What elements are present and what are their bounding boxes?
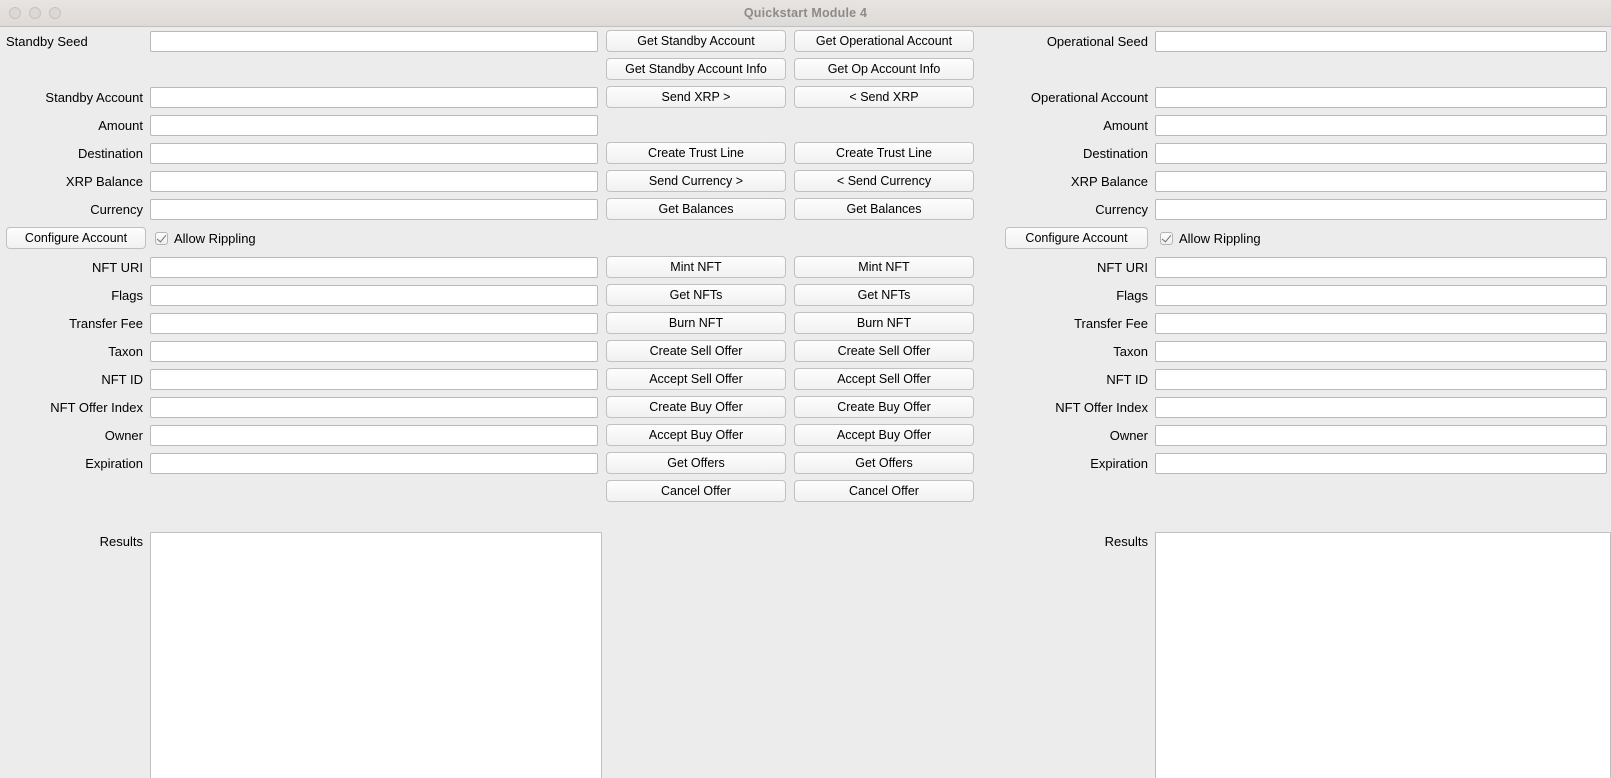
get-op-account-info-wrap xyxy=(790,58,978,80)
standby-create-trust-line-button[interactable]: Create Trust Line xyxy=(606,142,786,164)
operational-allow-rippling-checkbox[interactable] xyxy=(1160,231,1611,246)
row-configure-account xyxy=(0,223,1611,253)
standby-account-input[interactable] xyxy=(150,87,598,108)
send-currency-to-operational-button[interactable]: Send Currency > xyxy=(606,170,786,192)
standby-configure-account-wrap xyxy=(0,227,150,249)
row-seed xyxy=(0,27,1611,55)
standby-xrp-balance-input[interactable] xyxy=(150,171,598,192)
standby-results-textarea[interactable] xyxy=(150,532,602,778)
standby-destination-field-wrap xyxy=(150,143,602,164)
row-xrp-balance xyxy=(0,167,1611,195)
standby-expiration-label: Expiration xyxy=(85,455,143,471)
standby-amount-label: Amount xyxy=(98,117,143,133)
standby-taxon-input[interactable] xyxy=(150,341,598,362)
operational-seed-field-wrap xyxy=(1155,31,1611,52)
operational-nft-uri-input[interactable] xyxy=(1155,257,1607,278)
operational-nft-offer-index-label: NFT Offer Index xyxy=(1055,399,1148,415)
operational-cancel-offer-wrap xyxy=(790,480,978,502)
standby-owner-input[interactable] xyxy=(150,425,598,446)
standby-configure-account-button[interactable]: Configure Account xyxy=(6,227,146,249)
operational-allow-rippling-label: Allow Rippling xyxy=(1179,230,1261,246)
standby-nft-id-input[interactable] xyxy=(150,369,598,390)
standby-get-balances-wrap xyxy=(602,198,790,220)
standby-flags-label: Flags xyxy=(111,287,143,303)
operational-expiration-label: Expiration xyxy=(1090,455,1148,471)
row-nft-id xyxy=(0,365,1611,393)
standby-create-trust-line-wrap xyxy=(602,142,790,164)
standby-nft-id-label: NFT ID xyxy=(101,371,143,387)
standby-nft-id-field-wrap xyxy=(150,369,602,390)
operational-nft-id-label: NFT ID xyxy=(1106,371,1148,387)
operational-configure-account-button[interactable]: Configure Account xyxy=(1005,227,1148,249)
operational-create-sell-offer-button[interactable]: Create Sell Offer xyxy=(794,340,974,362)
operational-get-balances-wrap xyxy=(790,198,978,220)
operational-nft-uri-label: NFT URI xyxy=(1096,259,1148,275)
standby-nft-offer-index-field-wrap xyxy=(150,397,602,418)
operational-get-nfts-wrap xyxy=(790,284,978,306)
operational-transfer-fee-field-wrap xyxy=(1155,313,1611,334)
send-xrp-to-operational-button[interactable]: Send XRP > xyxy=(606,86,786,108)
operational-account-input[interactable] xyxy=(1155,87,1607,108)
operational-mint-nft-wrap xyxy=(790,256,978,278)
operational-accept-sell-offer-wrap xyxy=(790,368,978,390)
row-nft-uri xyxy=(0,253,1611,281)
operational-transfer-fee-input[interactable] xyxy=(1155,313,1607,334)
operational-create-trust-line-button[interactable]: Create Trust Line xyxy=(794,142,974,164)
row-amount xyxy=(0,111,1611,139)
standby-transfer-fee-label: Transfer Fee xyxy=(69,315,143,331)
standby-currency-label: Currency xyxy=(90,201,143,217)
operational-burn-nft-wrap xyxy=(790,312,978,334)
checkmark-icon[interactable] xyxy=(155,232,168,245)
operational-create-sell-offer-wrap xyxy=(790,340,978,362)
standby-burn-nft-wrap xyxy=(602,312,790,334)
operational-create-buy-offer-button[interactable]: Create Buy Offer xyxy=(794,396,974,418)
standby-create-buy-offer-button[interactable]: Create Buy Offer xyxy=(606,396,786,418)
get-standby-account-info-wrap xyxy=(602,58,790,80)
standby-accept-sell-offer-wrap xyxy=(602,368,790,390)
row-flags xyxy=(0,281,1611,309)
standby-create-buy-offer-wrap xyxy=(602,396,790,418)
standby-owner-label: Owner xyxy=(104,427,143,443)
standby-flags-input[interactable] xyxy=(150,285,598,306)
standby-amount-input[interactable] xyxy=(150,115,598,136)
operational-results-label: Results xyxy=(1104,534,1148,549)
row-transfer-fee xyxy=(0,309,1611,337)
row-destination xyxy=(0,139,1611,167)
row-cancel-offer xyxy=(0,477,1611,505)
operational-seed-input[interactable] xyxy=(1155,31,1607,52)
app-body xyxy=(0,27,1611,778)
standby-create-sell-offer-button[interactable]: Create Sell Offer xyxy=(606,340,786,362)
standby-accept-buy-offer-button[interactable]: Accept Buy Offer xyxy=(606,424,786,446)
send-xrp-to-standby-button[interactable]: < Send XRP xyxy=(794,86,974,108)
row-results xyxy=(0,532,1611,778)
operational-currency-input[interactable] xyxy=(1155,199,1607,220)
operational-accept-buy-offer-button[interactable]: Accept Buy Offer xyxy=(794,424,974,446)
standby-transfer-fee-field-wrap xyxy=(150,313,602,334)
send-xrp-right-wrap xyxy=(602,86,790,108)
standby-nft-uri-input[interactable] xyxy=(150,257,598,278)
operational-owner-field-wrap xyxy=(1155,425,1611,446)
operational-currency-field-wrap xyxy=(1155,199,1611,220)
operational-destination-field-wrap xyxy=(1155,143,1611,164)
standby-amount-field-wrap xyxy=(150,115,602,136)
send-currency-right-wrap xyxy=(602,170,790,192)
operational-results-textarea[interactable] xyxy=(1155,532,1611,778)
operational-configure-account-wrap xyxy=(1005,227,1155,249)
standby-get-offers-button[interactable]: Get Offers xyxy=(606,452,786,474)
operational-flags-label: Flags xyxy=(1116,287,1148,303)
operational-taxon-label: Taxon xyxy=(1113,343,1148,359)
standby-currency-field-wrap xyxy=(150,199,602,220)
standby-taxon-field-wrap xyxy=(150,341,602,362)
operational-owner-label: Owner xyxy=(1109,427,1148,443)
row-expiration xyxy=(0,449,1611,477)
operational-get-balances-button[interactable]: Get Balances xyxy=(794,198,974,220)
standby-get-balances-button[interactable]: Get Balances xyxy=(606,198,786,220)
standby-seed-field-wrap xyxy=(150,31,602,52)
operational-transfer-fee-label: Transfer Fee xyxy=(1074,315,1148,331)
standby-nft-uri-field-wrap xyxy=(150,257,602,278)
operational-amount-field-wrap xyxy=(1155,115,1611,136)
get-standby-account-wrap xyxy=(602,30,790,52)
operational-xrp-balance-label: XRP Balance xyxy=(1070,173,1148,189)
get-standby-account-button[interactable]: Get Standby Account xyxy=(606,30,786,52)
operational-amount-label: Amount xyxy=(1103,117,1148,133)
send-xrp-left-wrap xyxy=(790,86,978,108)
operational-expiration-field-wrap xyxy=(1155,453,1611,474)
standby-transfer-fee-input[interactable] xyxy=(150,313,598,334)
standby-account-label: Standby Account xyxy=(45,89,143,105)
standby-destination-label: Destination xyxy=(77,145,143,161)
operational-flags-field-wrap xyxy=(1155,285,1611,306)
operational-accept-buy-offer-wrap xyxy=(790,424,978,446)
operational-seed-label: Operational Seed xyxy=(1046,33,1148,49)
standby-allow-rippling-wrap xyxy=(150,231,602,246)
standby-nft-uri-label: NFT URI xyxy=(91,259,143,275)
operational-nft-id-input[interactable] xyxy=(1155,369,1607,390)
checkmark-icon[interactable] xyxy=(1160,232,1173,245)
standby-get-nfts-wrap xyxy=(602,284,790,306)
operational-xrp-balance-input[interactable] xyxy=(1155,171,1607,192)
standby-flags-field-wrap xyxy=(150,285,602,306)
standby-owner-field-wrap xyxy=(150,425,602,446)
operational-taxon-input[interactable] xyxy=(1155,341,1607,362)
operational-currency-label: Currency xyxy=(1095,201,1148,217)
operational-cancel-offer-button[interactable]: Cancel Offer xyxy=(794,480,974,502)
operational-flags-input[interactable] xyxy=(1155,285,1607,306)
row-owner xyxy=(0,421,1611,449)
get-operational-account-wrap xyxy=(790,30,978,52)
operational-xrp-balance-field-wrap xyxy=(1155,171,1611,192)
operational-create-buy-offer-wrap xyxy=(790,396,978,418)
operational-taxon-field-wrap xyxy=(1155,341,1611,362)
standby-get-offers-wrap xyxy=(602,452,790,474)
operational-allow-rippling-wrap xyxy=(1155,231,1611,246)
operational-account-label: Operational Account xyxy=(1030,89,1148,105)
operational-create-trust-line-wrap xyxy=(790,142,978,164)
operational-destination-label: Destination xyxy=(1082,145,1148,161)
standby-create-sell-offer-wrap xyxy=(602,340,790,362)
row-account-info xyxy=(0,55,1611,83)
standby-seed-label: Standby Seed xyxy=(6,33,88,49)
standby-destination-input[interactable] xyxy=(150,143,598,164)
standby-get-nfts-button[interactable]: Get NFTs xyxy=(606,284,786,306)
operational-nft-offer-index-input[interactable] xyxy=(1155,397,1607,418)
operational-burn-nft-button[interactable]: Burn NFT xyxy=(794,312,974,334)
standby-cancel-offer-button[interactable]: Cancel Offer xyxy=(606,480,786,502)
operational-nft-uri-field-wrap xyxy=(1155,257,1611,278)
standby-account-field-wrap xyxy=(150,87,602,108)
window-titlebar xyxy=(0,0,1611,27)
standby-mint-nft-button[interactable]: Mint NFT xyxy=(606,256,786,278)
get-operational-account-button[interactable]: Get Operational Account xyxy=(794,30,974,52)
standby-allow-rippling-checkbox[interactable] xyxy=(155,231,602,246)
standby-burn-nft-button[interactable]: Burn NFT xyxy=(606,312,786,334)
standby-results-label: Results xyxy=(99,534,143,549)
get-standby-account-info-button[interactable]: Get Standby Account Info xyxy=(606,58,786,80)
standby-xrp-balance-field-wrap xyxy=(150,171,602,192)
standby-allow-rippling-label: Allow Rippling xyxy=(174,230,256,246)
operational-account-field-wrap xyxy=(1155,87,1611,108)
operational-expiration-input[interactable] xyxy=(1155,453,1607,474)
send-currency-to-standby-button[interactable]: < Send Currency xyxy=(794,170,974,192)
operational-owner-input[interactable] xyxy=(1155,425,1607,446)
operational-get-nfts-button[interactable]: Get NFTs xyxy=(794,284,974,306)
standby-expiration-field-wrap xyxy=(150,453,602,474)
standby-cancel-offer-wrap xyxy=(602,480,790,502)
operational-nft-offer-index-field-wrap xyxy=(1155,397,1611,418)
operational-mint-nft-button[interactable]: Mint NFT xyxy=(794,256,974,278)
get-op-account-info-button[interactable]: Get Op Account Info xyxy=(794,58,974,80)
standby-xrp-balance-label: XRP Balance xyxy=(65,173,143,189)
operational-nft-id-field-wrap xyxy=(1155,369,1611,390)
row-taxon xyxy=(0,337,1611,365)
standby-expiration-input[interactable] xyxy=(150,453,598,474)
operational-destination-input[interactable] xyxy=(1155,143,1607,164)
operational-get-offers-wrap xyxy=(790,452,978,474)
send-currency-left-wrap xyxy=(790,170,978,192)
standby-accept-buy-offer-wrap xyxy=(602,424,790,446)
standby-accept-sell-offer-button[interactable]: Accept Sell Offer xyxy=(606,368,786,390)
row-nft-offer-index xyxy=(0,393,1611,421)
operational-accept-sell-offer-button[interactable]: Accept Sell Offer xyxy=(794,368,974,390)
standby-nft-offer-index-input[interactable] xyxy=(150,397,598,418)
standby-nft-offer-index-label: NFT Offer Index xyxy=(50,399,143,415)
standby-mint-nft-wrap xyxy=(602,256,790,278)
standby-currency-input[interactable] xyxy=(150,199,598,220)
standby-seed-input[interactable] xyxy=(150,31,598,52)
standby-taxon-label: Taxon xyxy=(108,343,143,359)
operational-get-offers-button[interactable]: Get Offers xyxy=(794,452,974,474)
row-currency xyxy=(0,195,1611,223)
spacer-before-results xyxy=(0,505,1611,532)
window-title: Quickstart Module 4 xyxy=(743,6,868,20)
operational-amount-input[interactable] xyxy=(1155,115,1607,136)
row-account xyxy=(0,83,1611,111)
